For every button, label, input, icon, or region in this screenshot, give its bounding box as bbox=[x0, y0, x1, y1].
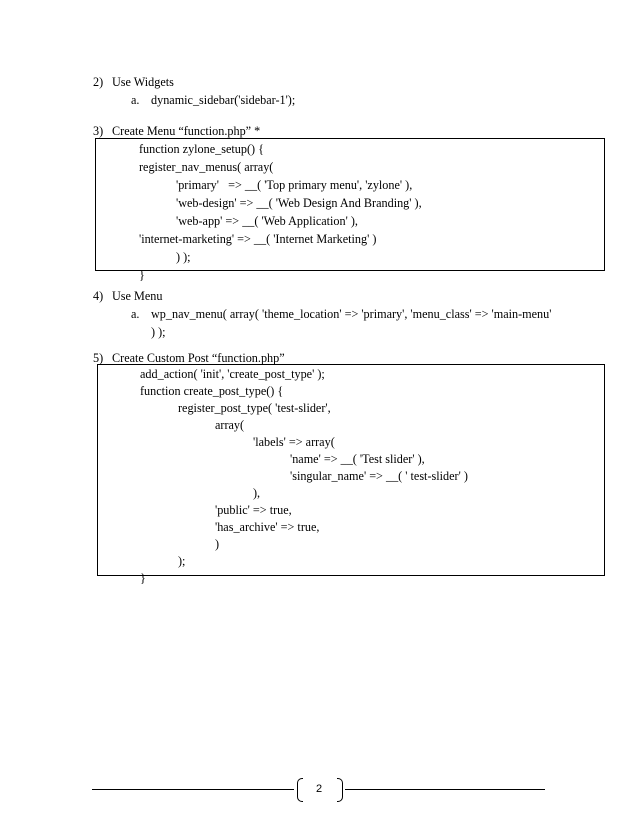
section-5-number: 5) bbox=[93, 351, 104, 365]
section-3-number: 3) bbox=[93, 124, 104, 138]
code-line: 'web-app' => __( 'Web Application' ), bbox=[176, 214, 358, 228]
footer-rule-left bbox=[92, 789, 294, 790]
section-4-title: Use Menu bbox=[112, 289, 163, 303]
code-line: 'singular_name' => __( ' test-slider' ) bbox=[290, 469, 468, 483]
code-line: register_nav_menus( array( bbox=[139, 160, 274, 174]
code-line: 'labels' => array( bbox=[253, 435, 335, 449]
code-line: add_action( 'init', 'create_post_type' ); bbox=[140, 367, 325, 381]
page-number-bracket-left bbox=[297, 778, 303, 802]
code-line: 'name' => __( 'Test slider' ), bbox=[290, 452, 425, 466]
code-line: 'web-design' => __( 'Web Design And Branding' ), bbox=[176, 196, 422, 210]
section-4-sub-line-1: wp_nav_menu( array( 'theme_location' => 'primary', 'menu_class' => 'main-menu' bbox=[151, 307, 552, 321]
code-line: ) bbox=[215, 537, 220, 551]
code-line: ); bbox=[178, 554, 186, 568]
footer-rule-right bbox=[345, 789, 545, 790]
section-5-title: Create Custom Post “function.php” bbox=[112, 351, 285, 365]
page-number: 2 bbox=[315, 783, 323, 795]
code-line: array( bbox=[215, 418, 245, 432]
code-box-menu bbox=[95, 138, 605, 282]
code-line: ), bbox=[253, 486, 261, 500]
code-line: ) ); bbox=[176, 250, 191, 264]
code-line: function zylone_setup() { bbox=[139, 142, 264, 156]
code-line: register_post_type( 'test-slider', bbox=[178, 401, 331, 415]
page-number-bracket-right bbox=[337, 778, 343, 802]
section-4-number: 4) bbox=[93, 289, 104, 303]
code-line: } bbox=[140, 571, 146, 585]
code-line: 'public' => true, bbox=[215, 503, 292, 517]
code-box-custom-post bbox=[97, 364, 605, 585]
code-line: 'primary' => __( 'Top primary menu', 'zylone' ), bbox=[176, 178, 413, 192]
code-line: } bbox=[139, 268, 145, 282]
section-2-number: 2) bbox=[93, 75, 104, 89]
code-line: 'internet-marketing' => __( 'Internet Marketing' ) bbox=[139, 232, 377, 246]
code-line: function create_post_type() { bbox=[140, 384, 284, 398]
section-4-sub-line-2: ) ); bbox=[151, 325, 166, 339]
section-2-sub-text: dynamic_sidebar('sidebar-1'); bbox=[151, 93, 296, 107]
section-3-title: Create Menu “function.php” * bbox=[112, 124, 261, 138]
code-line: 'has_archive' => true, bbox=[215, 520, 320, 534]
section-2-sub-marker: a. bbox=[131, 93, 140, 107]
section-2-title: Use Widgets bbox=[112, 75, 174, 89]
section-4-sub-marker: a. bbox=[131, 307, 140, 321]
